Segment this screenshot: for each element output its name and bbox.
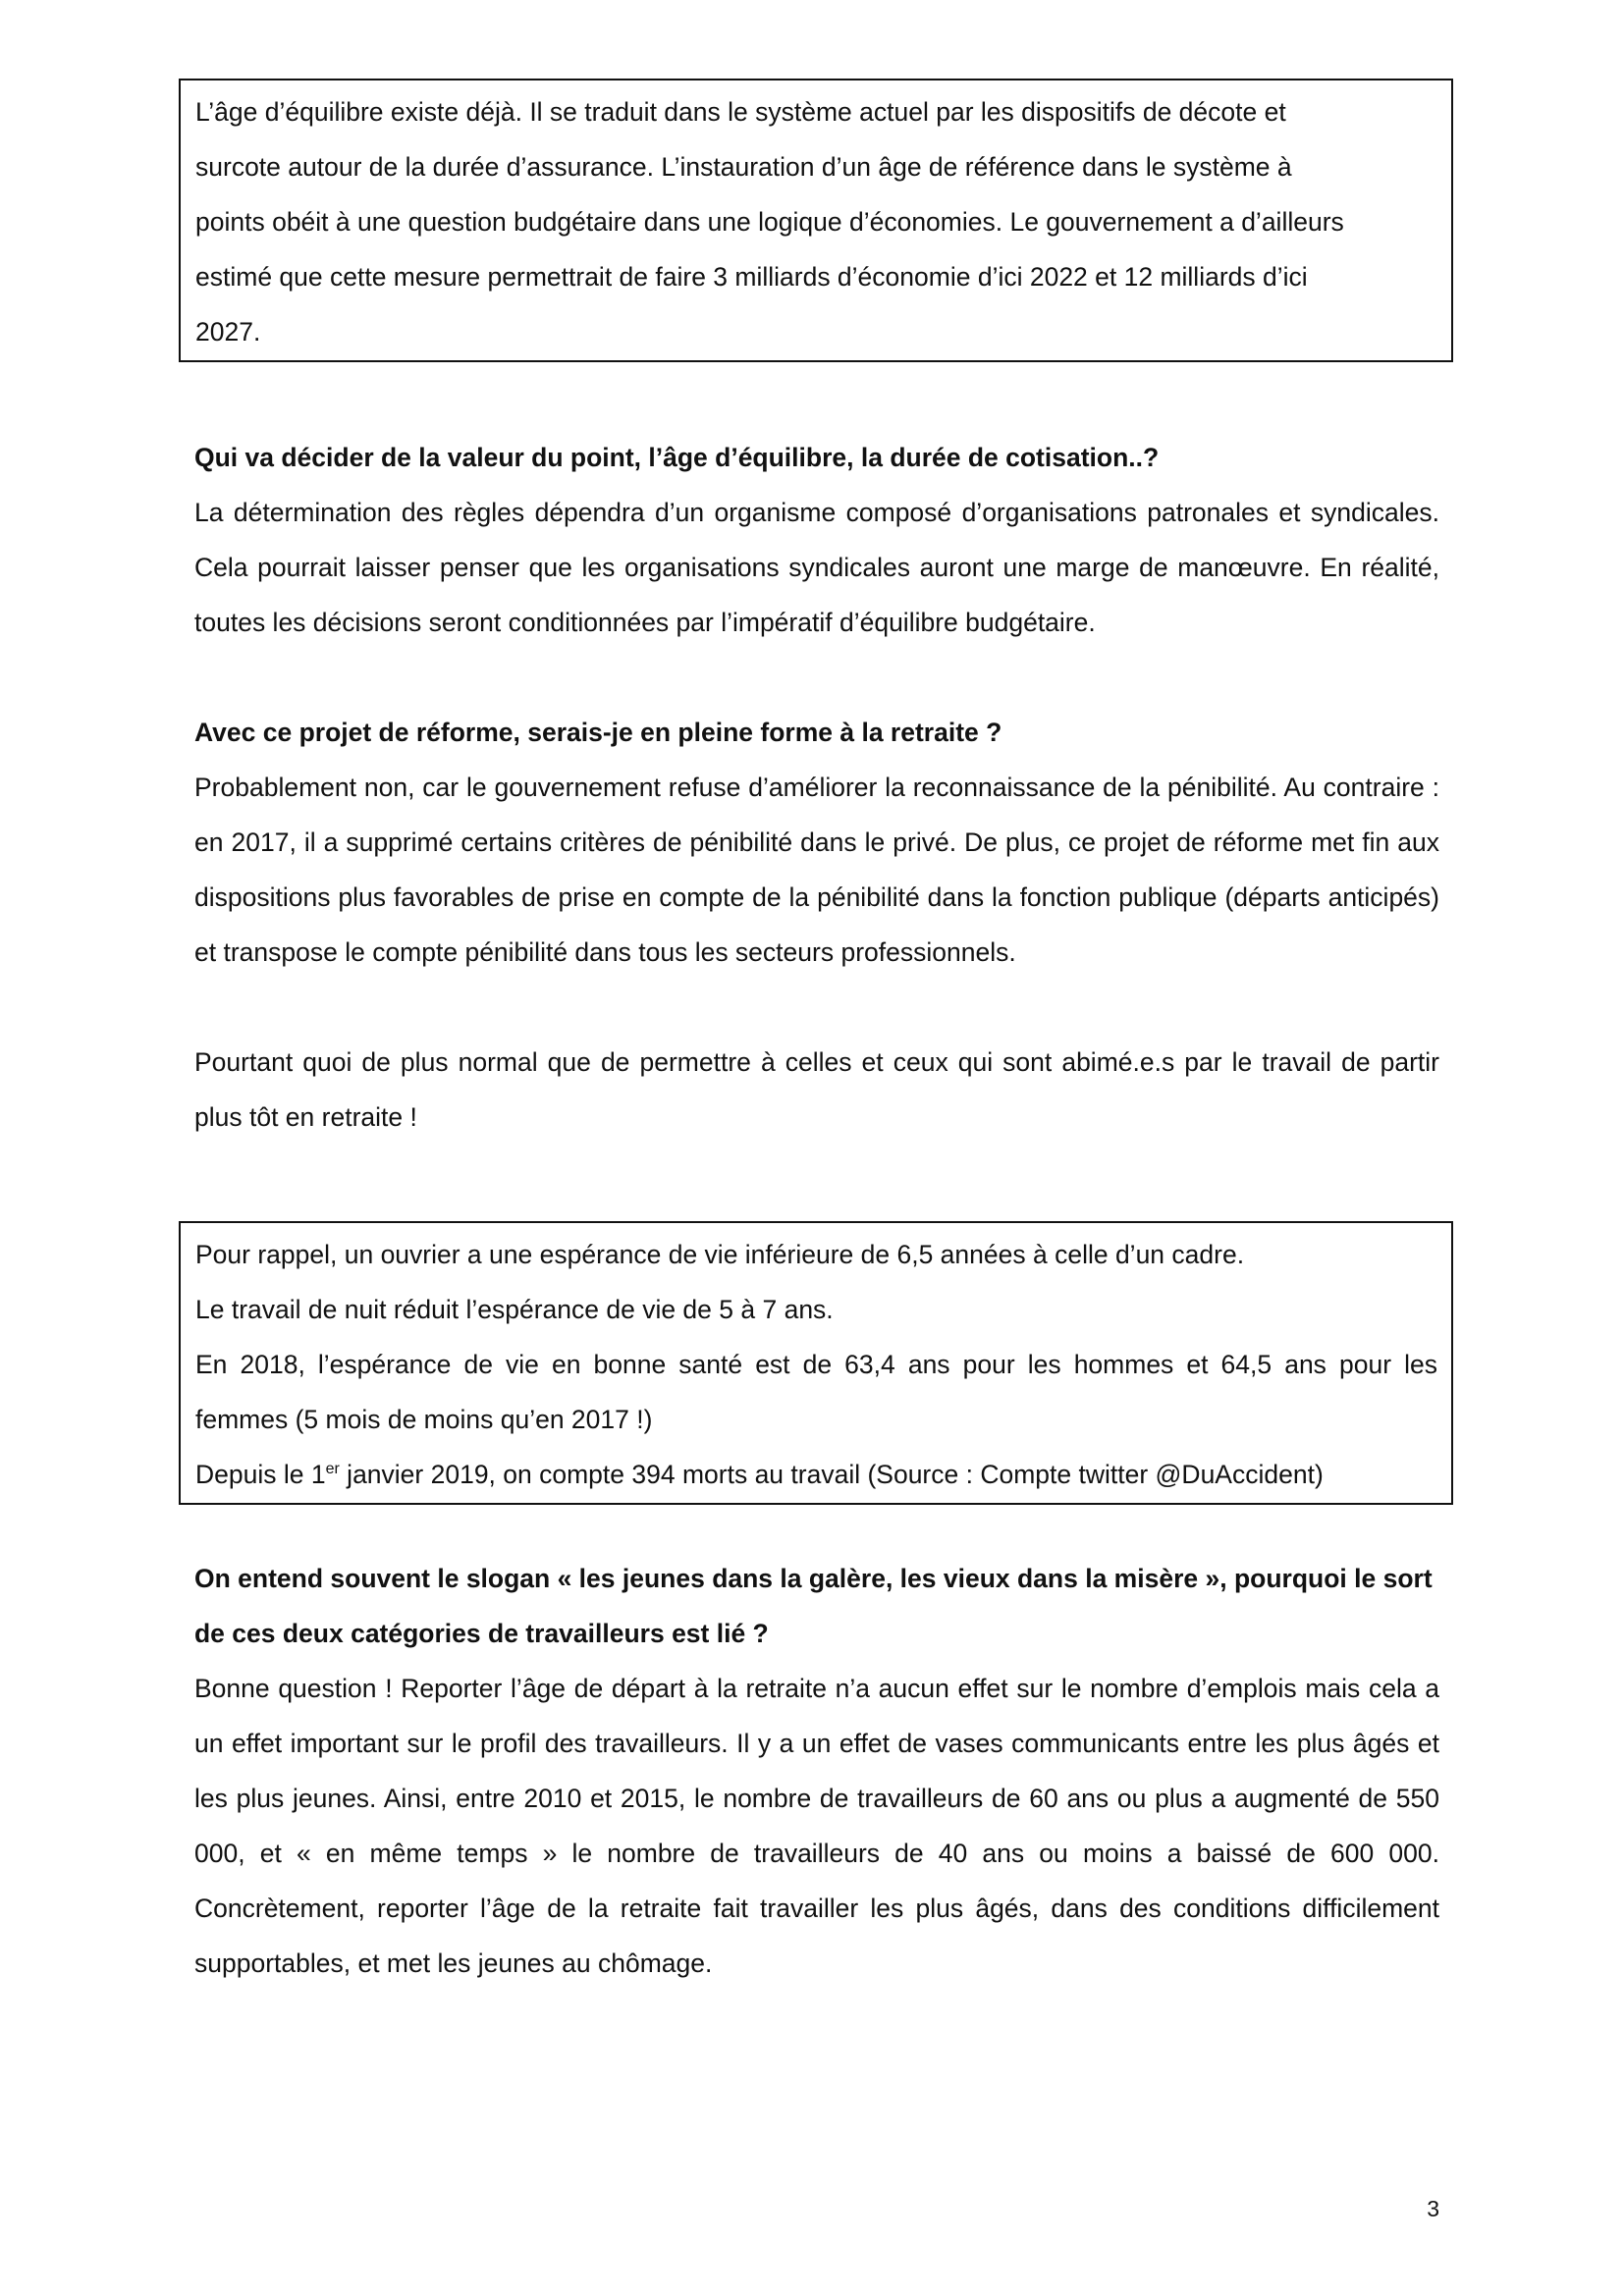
section-answer: Pourtant quoi de plus normal que de permettre à celles et ceux qui sont abimé.e.s par le travail de partir plus tôt en retraite ! — [194, 1047, 1439, 1132]
section-answer: Probablement non, car le gouvernement refuse d’améliorer la reconnaissance de la pénibilité. Au contraire : en 2017, il a supprimé certains critères de pénibilité dans le privé. De plus, ce projet de réforme met fin aux dispositions plus favorables de prise en compte de la pénibilité dans la fonction publique (départs anticipés) et transpose le compte pénibilité dans tous les secteurs professionnels. — [194, 773, 1439, 967]
box-line: femmes (5 mois de moins qu’en 2017 !) — [195, 1405, 653, 1434]
section-point-value — [194, 430, 1439, 650]
section-health-at-retirement — [194, 705, 1439, 980]
box-line: Pour rappel, un ouvrier a une espérance de vie inférieure de 6,5 années à celle d’un cadre. — [195, 1240, 1245, 1269]
box-line-text: janvier 2019, on compte 394 morts au travail (Source : Compte twitter @DuAccident) — [339, 1460, 1324, 1489]
page-number: 3 — [1427, 2196, 1439, 2221]
superscript: er — [325, 1461, 340, 1478]
section-paragraph — [194, 1035, 1439, 1145]
info-box-equilibrium-age — [179, 79, 1453, 362]
info-box-life-expectancy — [179, 1221, 1453, 1505]
section-young-and-old — [194, 1551, 1439, 1991]
box-line: 2027. — [195, 317, 261, 347]
box-line: Le travail de nuit réduit l’espérance de vie de 5 à 7 ans. — [195, 1295, 834, 1324]
box-line: points obéit à une question budgétaire dans une logique d’économies. Le gouvernement a d’ailleurs — [195, 207, 1344, 237]
box-line: estimé que cette mesure permettrait de faire 3 milliards d’économie d’ici 2022 et 12 milliards d’ici — [195, 262, 1308, 292]
section-question: Avec ce projet de réforme, serais-je en pleine forme à la retraite ? — [194, 718, 1002, 747]
box-line — [195, 1447, 1437, 1502]
box-line-text: Depuis le 1 — [195, 1460, 326, 1489]
box-line: En 2018, l’espérance de vie en bonne santé est de 63,4 ans pour les hommes et 64,5 ans pour les — [195, 1350, 1437, 1379]
section-answer: Bonne question ! Reporter l’âge de départ à la retraite n’a aucun effet sur le nombre d’emplois mais cela a un effet important sur le profil des travailleurs. Il y a un effet de vases communicants entre les plus âgés et les plus jeunes. Ainsi, entre 2010 et 2015, le nombre de travailleurs de 60 ans ou plus a augmenté de 550 000, et « en même temps » le nombre de travailleurs de 40 ans ou moins a baissé de 600 000. Concrètement, reporter l’âge de la retraite fait travailler les plus âgés, dans des conditions difficilement supportables, et met les jeunes au chômage. — [194, 1674, 1439, 1978]
box-line: L’âge d’équilibre existe déjà. Il se traduit dans le système actuel par les dispositifs de décote et — [195, 97, 1286, 127]
section-question: Qui va décider de la valeur du point, l’âge d’équilibre, la durée de cotisation..? — [194, 443, 1160, 472]
section-answer: La détermination des règles dépendra d’un organisme composé d’organisations patronales et syndicales. Cela pourrait laisser penser que les organisations syndicales auront une marge de manœuvre. En réalité, toutes les décisions seront conditionnées par l’impératif d’équilibre budgétaire. — [194, 498, 1439, 637]
section-question: On entend souvent le slogan « les jeunes dans la galère, les vieux dans la misère », pourquoi le sort de ces deux catégories de travailleurs est lié ? — [194, 1564, 1433, 1648]
box-line: surcote autour de la durée d’assurance. L’instauration d’un âge de référence dans le système à — [195, 152, 1292, 182]
